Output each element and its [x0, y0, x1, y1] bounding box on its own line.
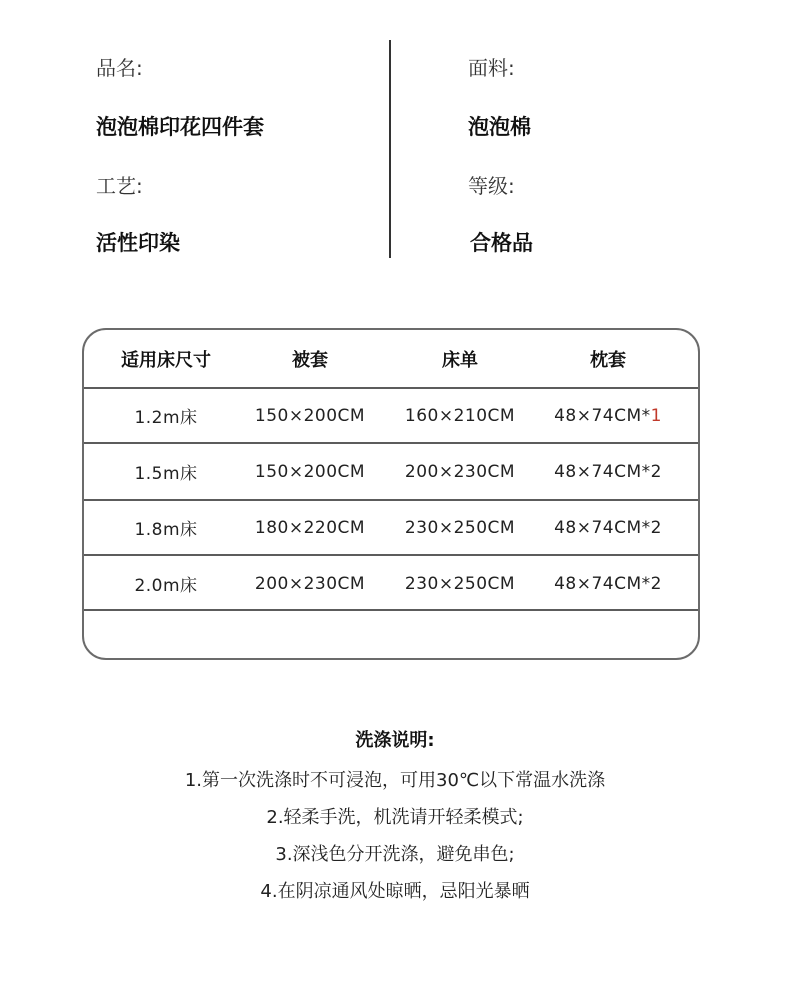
table-header-row: [84, 330, 698, 388]
fabric-value: 泡泡棉: [468, 115, 531, 139]
table-row: [84, 388, 698, 443]
header-pillowcase: 枕套: [590, 350, 626, 371]
pillow-size-cell: [532, 443, 684, 500]
sheet-size-cell: 200×230CM: [404, 461, 516, 482]
pillow-size-text: 48×74CM*: [554, 573, 651, 594]
header-duvet-cover: 被套: [292, 350, 328, 371]
bed-size-cell: 1.2m床: [134, 408, 198, 428]
washing-item: 4.在阴凉通风处晾晒，忌阳光暴晒: [260, 881, 530, 902]
product-name-value: 泡泡棉印花四件套: [96, 115, 264, 139]
pillow-count: 2: [650, 461, 662, 482]
table-row: [84, 443, 698, 500]
sheet-size-cell: 230×250CM: [404, 573, 516, 594]
table-row: [84, 555, 698, 612]
washing-instructions: [0, 726, 790, 910]
grade-value: 合格品: [470, 231, 533, 255]
pillow-size-text: 48×74CM*: [554, 517, 651, 538]
size-table: [82, 328, 700, 660]
pillow-size-text: 48×74CM*: [554, 405, 651, 426]
pillow-count: 2: [650, 573, 662, 594]
duvet-size-cell: 180×220CM: [254, 517, 366, 538]
table-row: [84, 500, 698, 555]
info-divider: [389, 40, 391, 258]
grade-label: 等级:: [468, 174, 515, 198]
bed-size-cell: 1.8m床: [134, 520, 198, 540]
bed-size-cell: 2.0m床: [134, 576, 198, 596]
washing-item: 3.深浅色分开洗涤，避免串色;: [275, 844, 515, 865]
sheet-size-cell: 160×210CM: [404, 405, 516, 426]
process-value: 活性印染: [96, 231, 180, 255]
washing-item: 1.第一次洗涤时不可浸泡，可用30℃以下常温水洗涤: [184, 770, 606, 791]
bed-size-cell: 1.5m床: [134, 464, 198, 484]
pillow-count: 1: [650, 405, 662, 426]
sheet-size-cell: 230×250CM: [404, 517, 516, 538]
header-bed-size: 适用床尺寸: [121, 350, 211, 371]
pillow-size-cell: [532, 555, 684, 612]
duvet-size-cell: 150×200CM: [254, 405, 366, 426]
table-empty-row: [84, 612, 698, 660]
duvet-size-cell: 200×230CM: [254, 573, 366, 594]
washing-item: 2.轻柔手洗，机洗请开轻柔模式;: [266, 807, 524, 828]
fabric-label: 面料:: [468, 56, 515, 80]
washing-title: 洗涤说明:: [355, 730, 435, 751]
product-info: [0, 0, 790, 300]
pillow-size-cell: [532, 500, 684, 555]
pillow-count: 2: [650, 517, 662, 538]
pillow-size-text: 48×74CM*: [554, 461, 651, 482]
product-name-label: 品名:: [96, 56, 143, 80]
pillow-size-cell: [532, 388, 684, 443]
header-bed-sheet: 床单: [442, 350, 478, 371]
duvet-size-cell: 150×200CM: [254, 461, 366, 482]
process-label: 工艺:: [96, 174, 143, 198]
